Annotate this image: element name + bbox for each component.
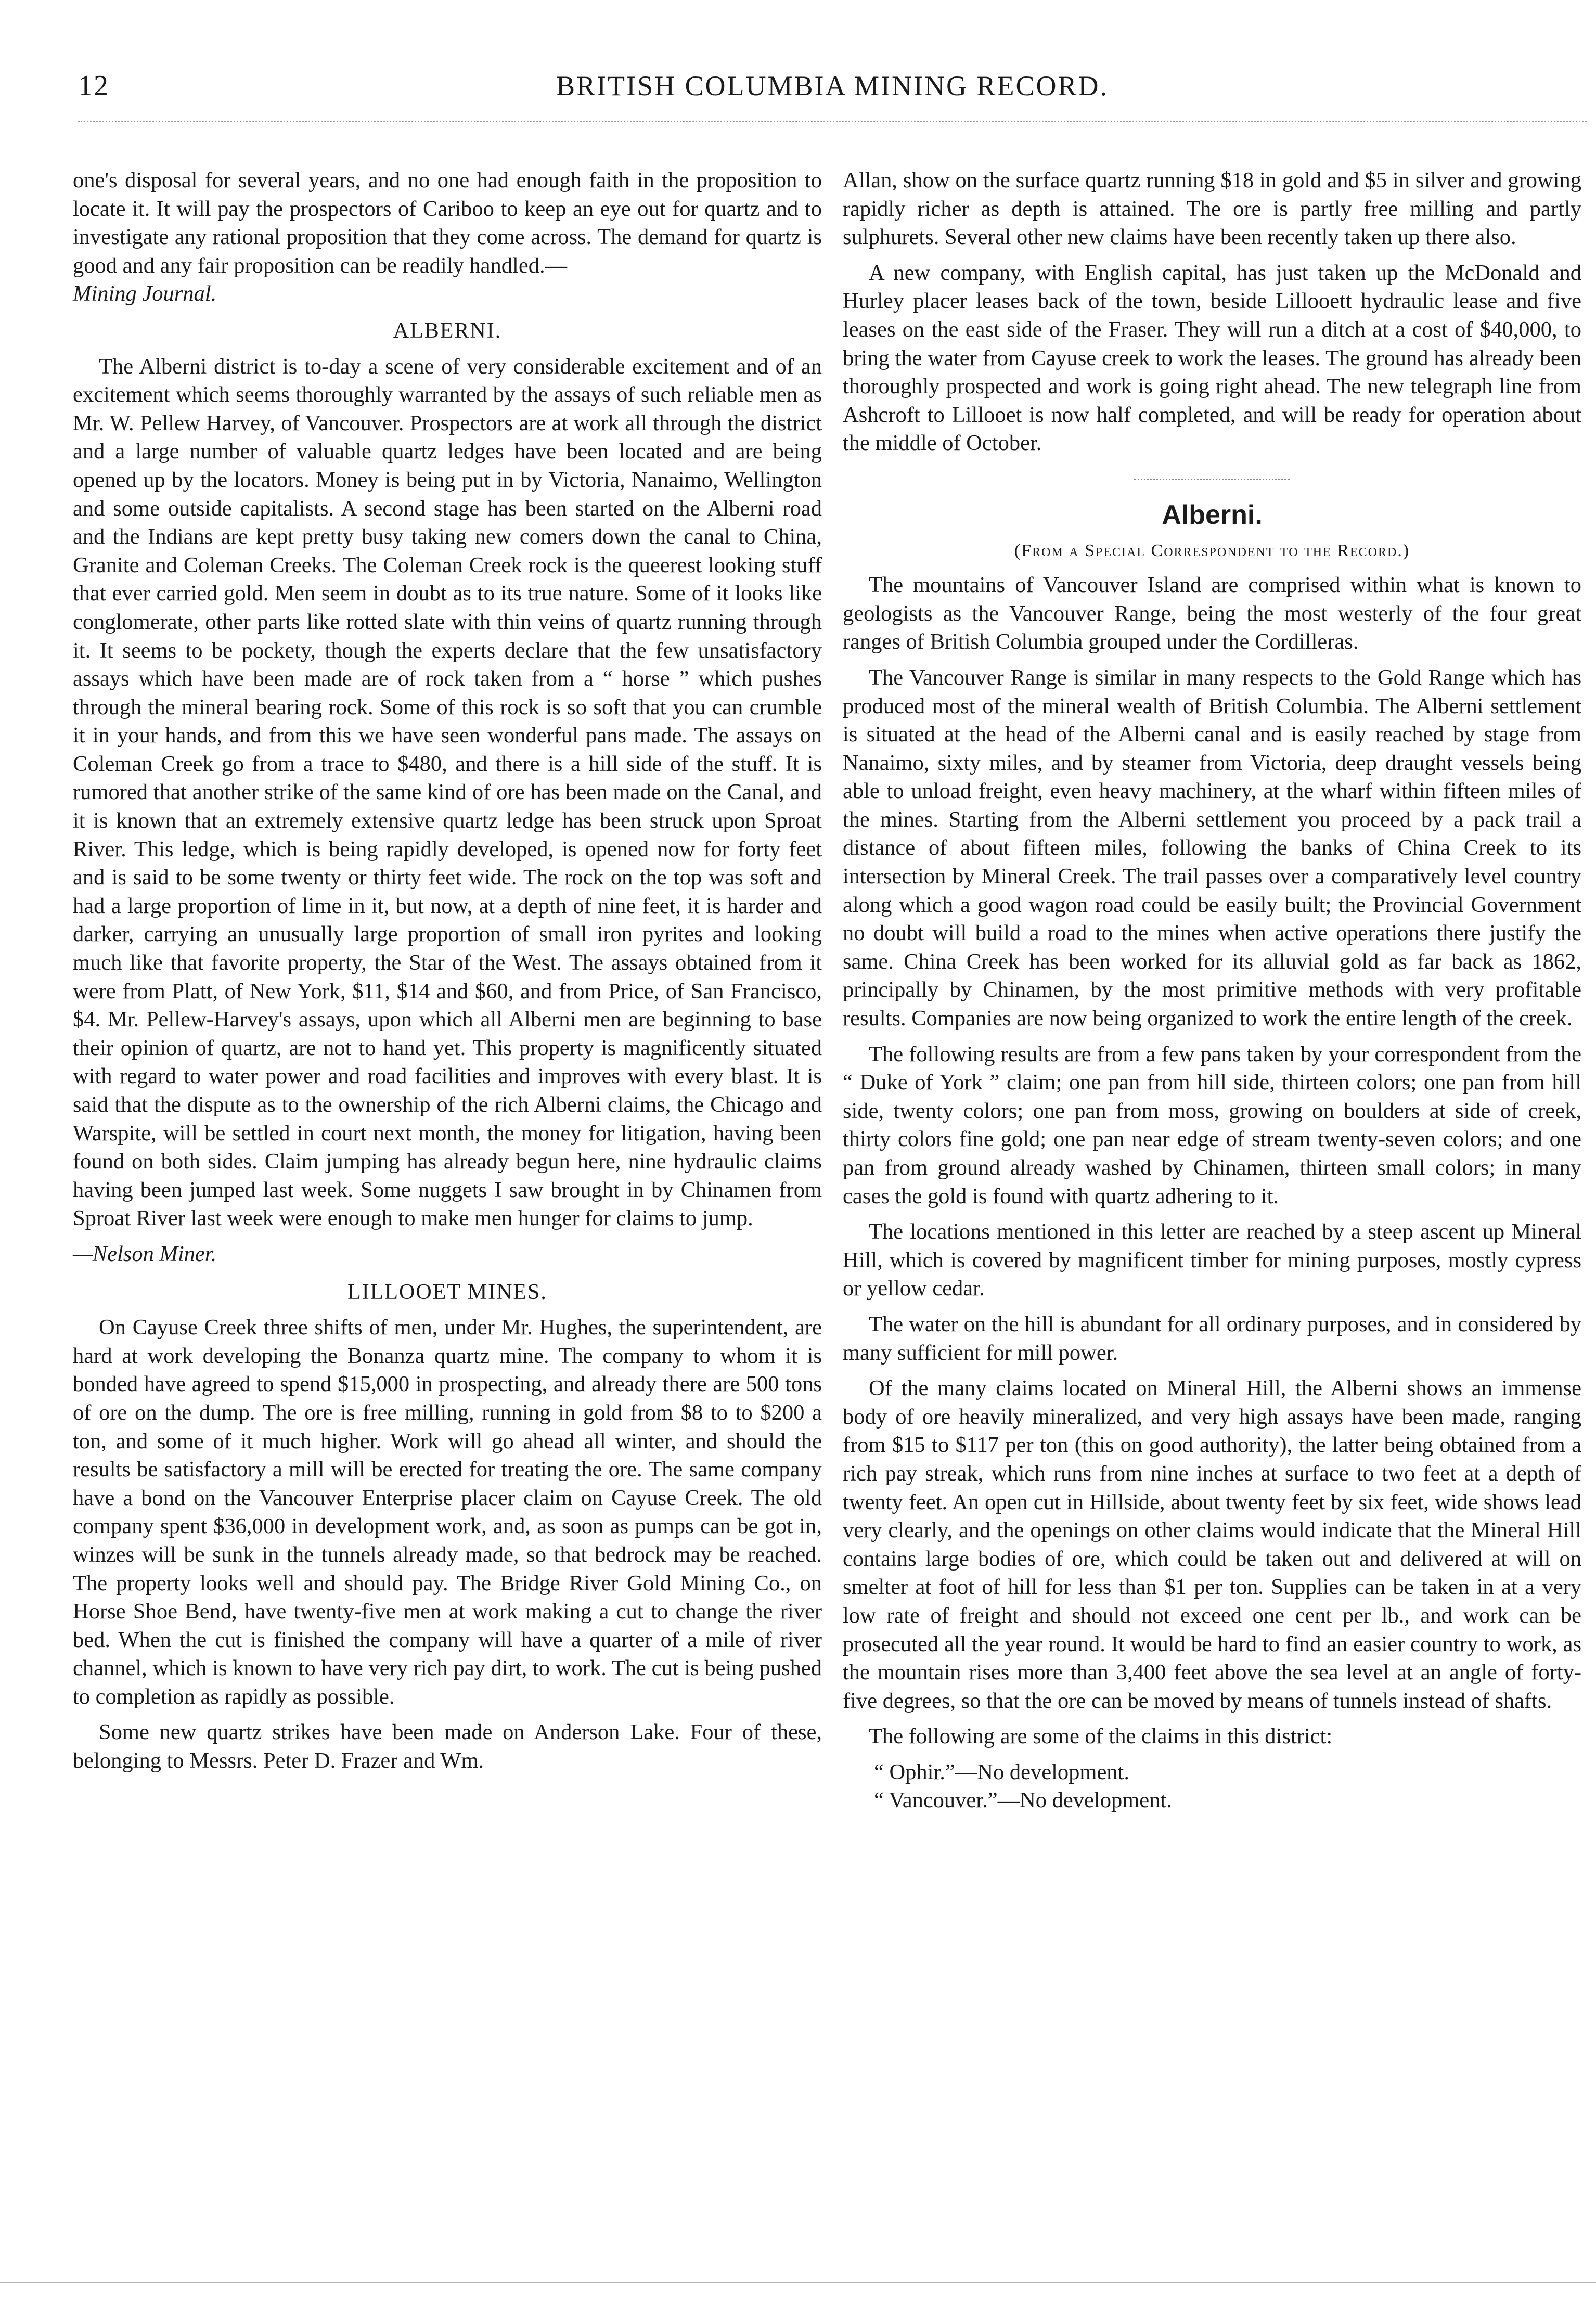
left-column (73, 166, 822, 1783)
page-header (78, 68, 1587, 114)
article-paragraph: The Vancouver Range is similar in many respects to the Gold Range which has produced most of the mineral wealth of British Columbia. The Alberni settlement is situated at the head of the Alberni canal and is easily reached by stage from Nanaimo, sixty miles, and by steamer from Victoria, deep draught vessels being able to unload freight, even heavy machinery, at the wharf within fifteen miles of the mines. Starting from the Alberni settlement you proceed by a pack trail a distance of about fifteen miles, following the banks of China Creek to its intersection by Mineral Creek. The trail passes over a comparatively level country along which a good wagon road could be easily built; the Provincial Government no doubt will build a road to the mines when active operations there justify the same. China Creek has been worked for its alluvial gold as far back as 1862, principally by Chinamen, by the most primitive methods with very profitable results. Companies are now being organized to work the entire length of the creek. (843, 665, 1581, 1031)
company-paragraph: A new company, with English capital, has just taken up the McDonald and Hurley placer leases back of the town, beside Lillooett hydraulic lease and five leases on the east side of the Fraser. They will run a ditch at a cost of $40,000, to bring the water from Cayuse creek to work the leases. The ground has already been thoroughly prospected and work is going right ahead. The new telegraph line from Ashcroft to Lillooet is now half completed, and will be ready for operation about the middle of October. (843, 260, 1581, 456)
claim-item: “ Ophir.”—No development. (874, 1759, 1129, 1784)
right-column (843, 166, 1581, 1815)
alberni-paragraph: The Alberni district is to-day a scene of very considerable excitement and of an excitement which seems thoroughly warranted by the assays of such reliable men as Mr. W. Pellew Harvey, of Vancouver. Prospectors are at work all through the district and a large number of valuable quartz ledges have been located and are being opened up by the locators. Money is being put in by Victoria, Nanaimo, Wellington and some outside capitalists. A second stage has been started on the Alberni road and the Indians are kept pretty busy taking new comers down the canal to China, Granite and Coleman Creeks. The Coleman Creek rock is the queerest looking stuff that ever carried gold. Men seem in doubt as to its true nature. Some of it looks like conglomerate, other parts like rotted slate with thin veins of quartz running through it. It seems to be pockety, though the experts declare that the few unsatisfactory assays which have been made are of rock taken from a “ horse ” which pushes through the mineral bearing rock. Some of this rock is so soft that you can crumble it in your hands, and from this we have seen wonderful pans made. The assays on Coleman Creek go from a trace to $480, and there is a hill side of the stuff. It is rumored that another strike of the same kind of ore has been made on the Canal, and it is known that an extremely extensive quartz ledge has been struck upon Sproat River. This ledge, which is being rapidly developed, is opened now for forty feet and is said to be some twenty or thirty feet wide. The rock on the top was soft and had a large proportion of lime in it, but now, at a depth of nine feet, it is harder and darker, carrying an unusually large proportion of small iron pyrites and looking much like that favorite property, the Star of the West. The assays obtained from it were from Platt, of New York, $11, $14 and $60, and from Price, of San Francisco, $4. Mr. Pellew-Harvey's assays, upon which all Alberni men are beginning to base their opinion of quartz, are not to hand yet. This property is magnificently situated with regard to water power and road facilities and improves with every blast. It is said that the dispute as to the ownership of the rich Alberni claims, the Chicago and Warspite, will be settled in court next month, the money for litigation, having been found on both sides. Claim jumping has already begun here, nine hydraulic claims having been jumped last week. Some nuggets I saw brought in by Chinamen from Sproat River last week were enough to make men hunger for claims to jump. (73, 354, 822, 1231)
article-title: Alberni. (1162, 499, 1263, 530)
article-paragraph: The locations mentioned in this letter are reached by a steep ascent up Mineral Hill, which is covered by magnificent timber for mining purposes, mostly cypress or yellow cedar. (843, 1219, 1581, 1301)
alberni-credit: —Nelson Miner. (73, 1241, 217, 1266)
continuation-paragraph: Allan, show on the surface quartz running $18 in gold and $5 in silver and growing rapidly richer as depth is attained. The ore is partly free milling and partly sulphurets. Several other new claims have been recently taken up there also. (843, 168, 1581, 250)
byline: (From a Special Correspondent to the Record.) (1014, 541, 1410, 560)
lillooet-heading: LILLOOET MINES. (347, 1280, 547, 1304)
article-paragraph: The water on the hill is abundant for all ordinary purposes, and in considered by many sufficient for mill power. (843, 1311, 1581, 1365)
intro-credit: Mining Journal. (73, 281, 217, 306)
article-paragraph: The following results are from a few pans taken by your correspondent from the “ Duke of York ” claim; one pan from hill side, thirteen colors; one pan from hill side, twenty colors; one pan from moss, growing on boulders at side of creek, thirty colors fine gold; one pan near edge of stream twenty-seven colors; and one pan from ground already washed by Chinamen, thirteen small colors; in many cases the gold is found with quartz adhering to it. (843, 1041, 1581, 1208)
lillooet-paragraph: On Cayuse Creek three shifts of men, under Mr. Hughes, the superintendent, are hard at work developing the Bonanza quartz mine. The company to whom it is bonded have agreed to spend $15,000 in prospecting, and already there are 500 tons of ore on the dump. The ore is free milling, running in gold from $8 to to $200 a ton, and some of it much higher. Work will go ahead all winter, and should the results be satisfactory a mill will be erected for treating the ore. The same company have a bond on the Vancouver Enterprise placer claim on Cayuse Creek. The old company spent $36,000 in development work, and, as soon as pumps can be got in, winzes will be sunk in the tunnels already made, so that bedrock may be reached. The property looks well and should pay. The Bridge River Gold Mining Co., on Horse Shoe Bend, have twenty-five men at work making a cut to change the river bed. When the cut is finished the company will have a quarter of a mile of river channel, which is known to have very rich pay dirt, to work. The cut is being pushed to completion as rapidly as possible. (73, 1315, 822, 1709)
anderson-paragraph: Some new quartz strikes have been made on Anderson Lake. Four of these, belonging to Messrs. Peter D. Frazer and Wm. (73, 1720, 822, 1773)
article-paragraph: Of the many claims located on Mineral Hill, the Alberni shows an immense body of ore heavily mineralized, and very high assays have been made, ranging from $15 to $117 per ton (this on good authority), the latter being obtained from a rich pay streak, which runs from nine inches at surface to two feet at a depth of twenty feet. An open cut in Hillside, about twenty feet by six feet, wide shows lead very clearly, and the openings on other claims would indicate that the Mineral Hill contains large bodies of ore, which could be taken out and delivered at will on smelter at foot of hill for less than $1 per ton. Supplies can be taken in at a very low rate of freight and should not exceed one cent per lb., and work can be prosecuted all the year round. It would be hard to find an easier country to work, as the mountain rises more than 3,400 feet above the sea level at an angle of forty-five degrees, so that the ore can be moved by means of tunnels instead of shafts. (843, 1376, 1581, 1713)
claim-item: “ Vancouver.”—No development. (874, 1788, 1172, 1813)
header-rule (78, 121, 1587, 122)
intro-paragraph (73, 166, 822, 308)
footer-rule (0, 2282, 1596, 2283)
page-number: 12 (78, 70, 109, 102)
article-paragraph: The mountains of Vancouver Island are comprised within what is known to geologists as the Vancouver Range, being the most westerly of the four great ranges of British Columbia grouped under the Cordilleras. (843, 573, 1581, 654)
section-divider (1134, 479, 1290, 480)
alberni-heading: ALBERNI. (393, 318, 502, 343)
intro-text: one's disposal for several years, and no one had enough faith in the proposition to locate it. It will pay the prospectors of Cariboo to keep an eye out for quartz and to investigate any rational proposition that they come across. The demand for quartz is good and any fair proposition can be readily handled.— (73, 168, 822, 278)
article-paragraph: The following are some of the claims in this district: (869, 1724, 1333, 1749)
running-title: BRITISH COLUMBIA MINING RECORD. (556, 70, 1109, 101)
